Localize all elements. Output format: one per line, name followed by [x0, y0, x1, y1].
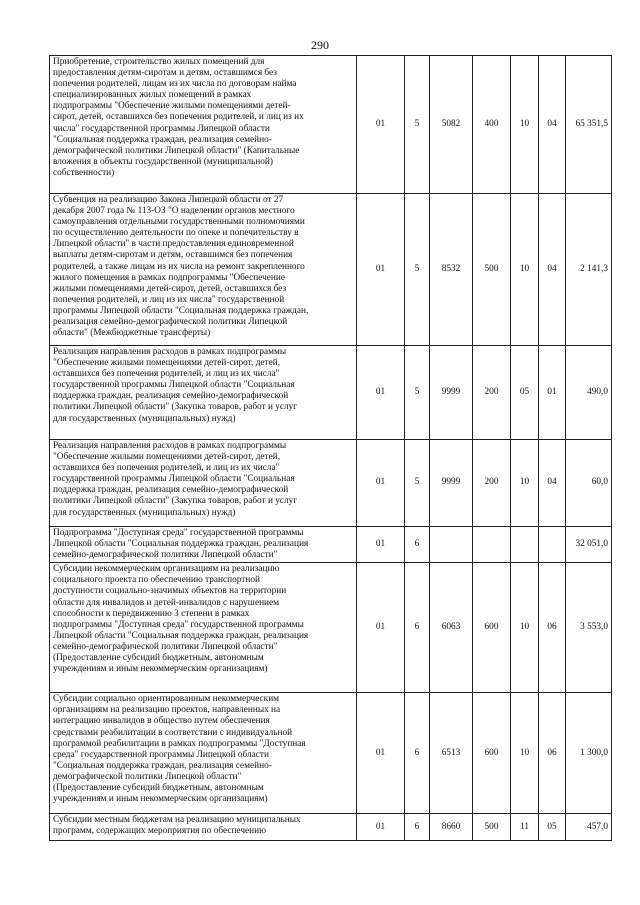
- code-program: 01: [357, 814, 405, 841]
- code-subsection: 01: [539, 346, 566, 440]
- expense-description: Реализация направления расходов в рамках подпрограммы "Обеспечение жилыми помещениями детей-сирот, детей, оставшихся без попечения родителей, и лиц из их числа" государственной программы Липецкой области "Социальная поддержка граждан, реализация семейно-демографической политики Липецкой области" (Закупка товаров, работ и услуг для государственных (муниципальных) нужд): [50, 346, 357, 440]
- code-direction: 9999: [430, 440, 473, 527]
- expense-description: Приобретение, строительство жилых помещений для предоставления детям-сиротам и детям, оставшимся без попечения родителей, лицам из их числа по договорам найма специализированных жилых помещений в рамках подпрограммы "Обеспечение жилыми помещениями детей- сирот, детей, оставшихся без попечения родителей, и лиц из их числа" государственной программы Липецкой области "Социальная поддержка граждан, реализация семейно- демографической политики Липецкой области" (Капитальные вложения в объекты государственной (муниципальной) собственности): [50, 56, 357, 194]
- expense-description: Субсидии некоммерческим организациям на реализацию социального проекта по обеспечению транспортной доступности социально-значимых объектов на территории области для инвалидов и детей-инвалидов с нарушением способности к передвижению 3 степени в рамках подпрограммы "Доступная среда" государственной программы Липецкой области "Социальная поддержка граждан, реализация семейно-демографической политики Липецкой области" (Предоставление субсидий бюджетным, автономным учреждениям и иным некоммерческим организациям): [50, 563, 357, 693]
- code-subsection: 04: [539, 56, 566, 194]
- budget-table: [49, 55, 612, 841]
- code-expense-type: [473, 527, 511, 563]
- table-row: [50, 194, 612, 346]
- code-program: 01: [357, 527, 405, 563]
- code-subprogram: 5: [405, 346, 430, 440]
- code-subsection: 04: [539, 194, 566, 346]
- code-subsection: 05: [539, 814, 566, 841]
- table-row: [50, 527, 612, 563]
- code-expense-type: 500: [473, 194, 511, 346]
- code-subsection: 06: [539, 563, 566, 693]
- code-program: 01: [357, 56, 405, 194]
- code-subsection: 04: [539, 440, 566, 527]
- code-section: 10: [511, 440, 539, 527]
- code-expense-type: 400: [473, 56, 511, 194]
- code-subprogram: 6: [405, 693, 430, 814]
- code-program: 01: [357, 693, 405, 814]
- code-program: 01: [357, 346, 405, 440]
- code-expense-type: 600: [473, 563, 511, 693]
- table-row: [50, 814, 612, 841]
- code-direction: 5082: [430, 56, 473, 194]
- code-section: 11: [511, 814, 539, 841]
- expense-description: Субвенция на реализацию Закона Липецкой области от 27 декабря 2007 года № 113-ОЗ "О наделении органов местного самоуправления отдельными государственными полномочиями по осуществлению деятельности по опеке и попечительству в Липецкой области" в части предоставления единовременной выплаты детям-сиротам и детям, оставшимся без попечения родителей, а также лицам из их числа на ремонт закрепленного жилого помещения в рамках подпрограммы "Обеспечение жилыми помещениями детей-сирот, детей, оставшихся без попечения родителей, и лиц из их числа" государственной программы Липецкой области "Социальная поддержка граждан, реализация семейно-демографической политики Липецкой области" (Межбюджетные трансферты): [50, 194, 357, 346]
- amount: 65 351,5: [566, 56, 612, 194]
- code-program: 01: [357, 194, 405, 346]
- code-section: 10: [511, 56, 539, 194]
- code-section: 05: [511, 346, 539, 440]
- amount: 457,0: [566, 814, 612, 841]
- amount: 2 141,3: [566, 194, 612, 346]
- code-expense-type: 200: [473, 440, 511, 527]
- code-expense-type: 600: [473, 693, 511, 814]
- expense-description: Подпрограмма "Доступная среда" государственной программы Липецкой области "Социальная поддержка граждан, реализация семейно-демографической политики Липецкой области": [50, 527, 357, 563]
- page-number: 290: [311, 38, 329, 52]
- table-row: [50, 440, 612, 527]
- code-direction: 9999: [430, 346, 473, 440]
- table-row: [50, 56, 612, 194]
- code-subprogram: 6: [405, 563, 430, 693]
- code-subprogram: 5: [405, 194, 430, 346]
- code-subprogram: 6: [405, 527, 430, 563]
- code-expense-type: 500: [473, 814, 511, 841]
- code-section: 10: [511, 563, 539, 693]
- code-direction: 8660: [430, 814, 473, 841]
- code-program: 01: [357, 440, 405, 527]
- expense-description: Субсидии местным бюджетам на реализацию муниципальных программ, содержащих мероприятия по обеспечению: [50, 814, 357, 841]
- code-subprogram: 5: [405, 56, 430, 194]
- code-direction: 8532: [430, 194, 473, 346]
- code-section: 10: [511, 693, 539, 814]
- table-row: [50, 563, 612, 693]
- code-section: [511, 527, 539, 563]
- amount: 32 051,0: [566, 527, 612, 563]
- code-subsection: [539, 527, 566, 563]
- expense-description: Реализация направления расходов в рамках подпрограммы "Обеспечение жилыми помещениями детей-сирот, детей, оставшихся без попечения родителей, и лиц из их числа" государственной программы Липецкой области "Социальная поддержка граждан, реализация семейно-демографической политики Липецкой области" (Закупка товаров, работ и услуг для государственных (муниципальных) нужд): [50, 440, 357, 527]
- amount: 1 300,0: [566, 693, 612, 814]
- code-program: 01: [357, 563, 405, 693]
- amount: 60,0: [566, 440, 612, 527]
- table-row: [50, 693, 612, 814]
- code-subprogram: 5: [405, 440, 430, 527]
- amount: 3 553,0: [566, 563, 612, 693]
- code-expense-type: 200: [473, 346, 511, 440]
- code-direction: [430, 527, 473, 563]
- code-subsection: 06: [539, 693, 566, 814]
- code-direction: 6513: [430, 693, 473, 814]
- expense-description: Субсидии социально ориентированным некоммерческим организациям на реализацию проектов, направленных на интеграцию инвалидов в общество путем обеспечения средствами реабилитации в соответствии с индивидуальной программой реабилитации в рамках подпрограммы "Доступная среда" государственной программы Липецкой области "Социальная поддержка граждан, реализация семейно- демографической политики Липецкой области" (Предоставление субсидий бюджетным, автономным учреждениям и иным некоммерческим организациям): [50, 693, 357, 814]
- code-section: 10: [511, 194, 539, 346]
- code-subprogram: 6: [405, 814, 430, 841]
- amount: 490,0: [566, 346, 612, 440]
- table-row: [50, 346, 612, 440]
- code-direction: 6063: [430, 563, 473, 693]
